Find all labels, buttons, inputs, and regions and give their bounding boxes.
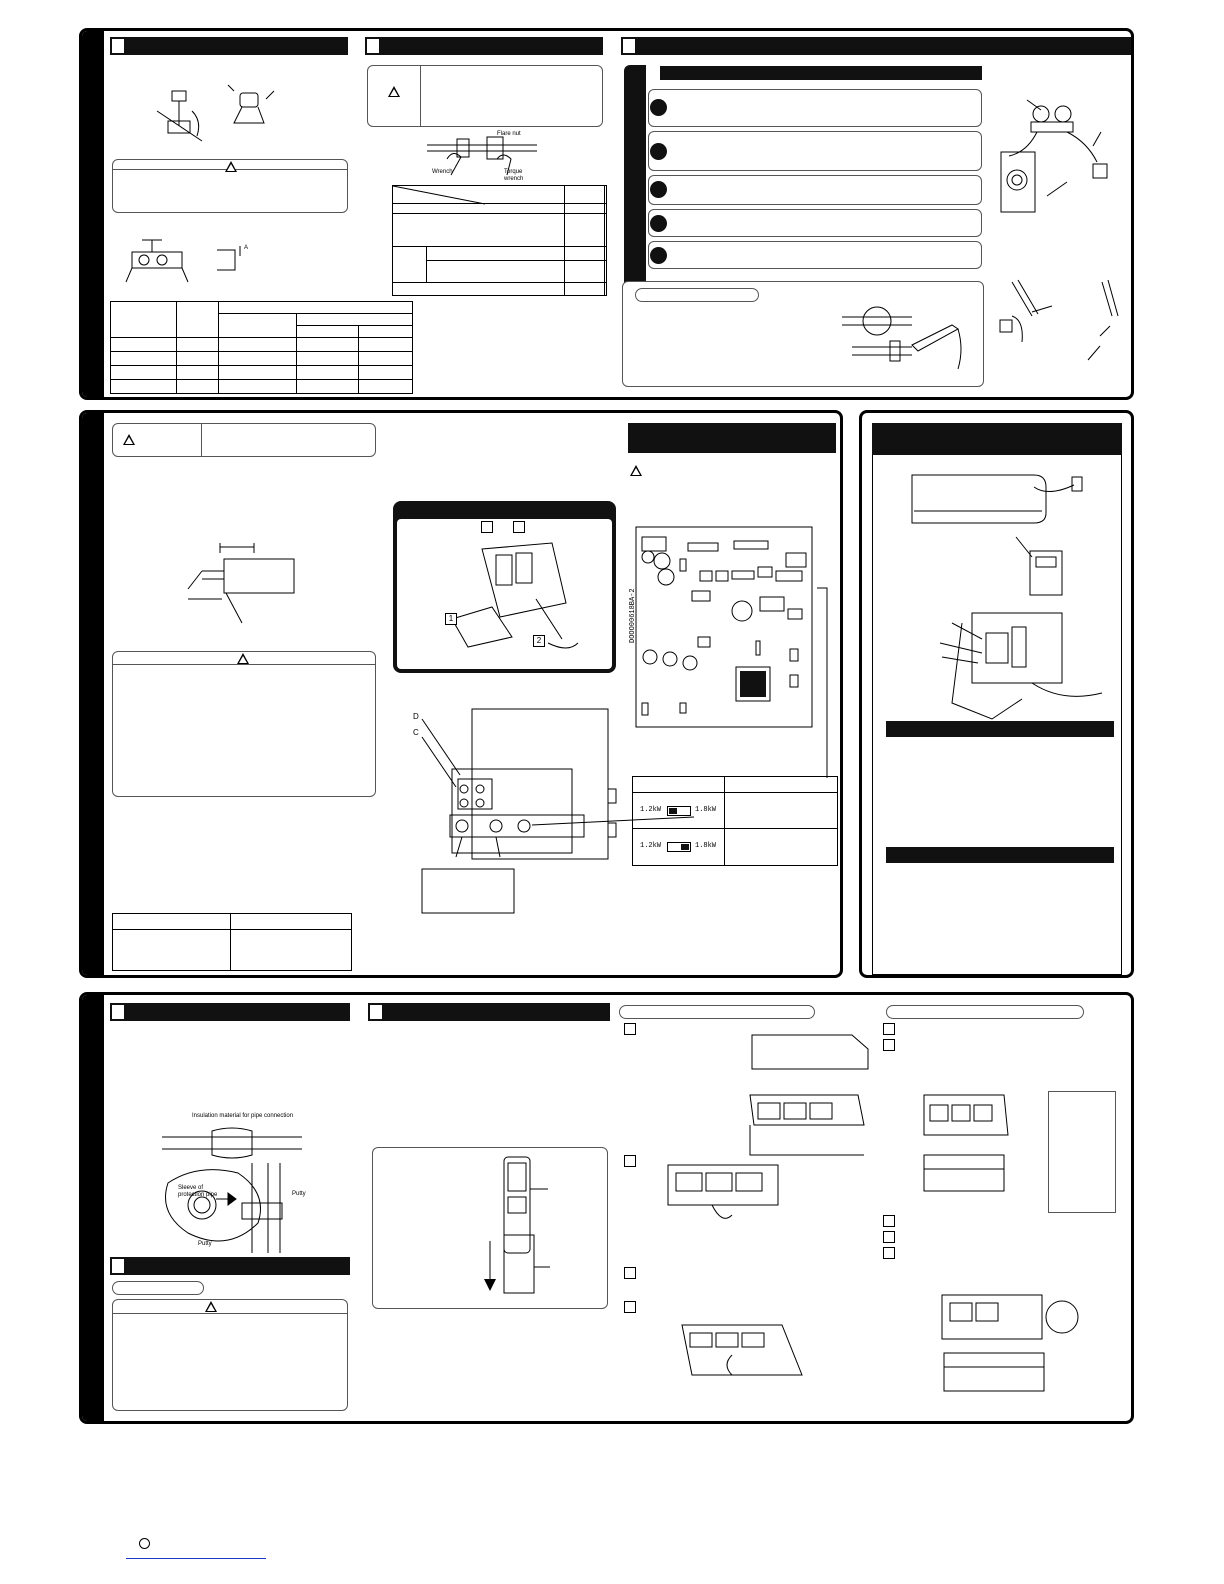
- filter-cleaning-pill: [619, 1005, 815, 1019]
- section-header-air-purge: [621, 37, 1131, 55]
- filter-step-3: [624, 1267, 636, 1279]
- section-header-connecting: [365, 37, 603, 55]
- electrical-wiring-panel: [79, 410, 843, 978]
- filter-step-2: [624, 1155, 636, 1167]
- purge-step-3: [648, 175, 982, 205]
- warning-icon: [225, 161, 237, 172]
- wire-c-label: C: [413, 728, 419, 737]
- warning-icon: [123, 434, 135, 445]
- purge-step-1: [648, 89, 982, 127]
- pcb-board-diagram: [636, 527, 812, 727]
- step-5-marker: [650, 247, 667, 264]
- flare-nut-label: Flare nut: [497, 131, 521, 137]
- air-filter-step-4: [883, 1231, 895, 1243]
- frame-step-2: 2: [533, 635, 545, 647]
- air-filter-step-2: [883, 1039, 895, 1051]
- frame-step-1: 1: [445, 613, 457, 625]
- torque-wrench-label: Torque wrench: [504, 169, 524, 182]
- valve-cap-illustration: [992, 276, 1127, 376]
- copyright-symbol: [139, 1538, 150, 1549]
- dip-switch-2: [667, 842, 691, 852]
- unit-subheader-1: [886, 721, 1114, 737]
- filter-step-4: [624, 1301, 636, 1313]
- purge-step-2: [648, 131, 982, 171]
- step-4-marker: [650, 215, 667, 232]
- wire-strip-illustration: [182, 543, 302, 633]
- warning-icon: [388, 86, 400, 97]
- air-filter-step-5: [883, 1247, 895, 1259]
- footer-link-underline[interactable]: [126, 1558, 266, 1559]
- air-filter-illustration: [918, 1085, 1018, 1215]
- warning-icon: [630, 465, 642, 476]
- unit-section-header: [872, 423, 1122, 455]
- dimension-a-label: A: [244, 245, 249, 251]
- section-header-remote: [368, 1003, 610, 1021]
- flaring-tool-illustration: [152, 81, 312, 161]
- manifold-gauge-illustration: [997, 96, 1122, 216]
- indoor-unit-open-illustration: [932, 603, 1122, 723]
- step-2-marker: [650, 143, 667, 160]
- dip-switch-1: [667, 806, 691, 816]
- test-run-pill: [112, 1281, 204, 1295]
- unit-subheader-2: [886, 847, 1114, 863]
- terminal-cover-illustration: [452, 539, 582, 659]
- sleeve-label: Sleeve of protection pipe: [178, 1185, 218, 1198]
- purge-step-4: [648, 209, 982, 237]
- wire-spec-table: [112, 913, 352, 971]
- putty-label-bottom: Putty: [198, 1241, 212, 1247]
- top-instruction-panel: [79, 28, 1134, 400]
- dip-row2-right: 1.8kW: [695, 842, 717, 850]
- air-filter-detail-box: [1048, 1091, 1116, 1213]
- front-panel-illustration: [742, 1025, 872, 1175]
- panel-spine: [82, 413, 104, 975]
- warning-icon: [205, 1301, 217, 1312]
- dip-row1-right: 1.8kW: [695, 806, 717, 814]
- pcb-code-label: DOOO00618BA-2: [629, 588, 637, 643]
- terminal-cover-frame: [393, 501, 616, 673]
- air-filter-step-3: [883, 1215, 895, 1227]
- air-filter-reinstall-illustration: [938, 1291, 1088, 1401]
- step-box-2: [513, 521, 525, 533]
- caution-box-test-run: [112, 1299, 348, 1411]
- unit-installation-panel: [859, 410, 1134, 978]
- step-3-marker: [650, 181, 667, 198]
- putty-label-right: Putty: [292, 1191, 306, 1197]
- step-1-marker: [650, 99, 667, 116]
- leak-check-title: [635, 288, 759, 302]
- section-header-insulation: [110, 1003, 350, 1021]
- filter-removal-illustration: [662, 1155, 792, 1235]
- torque-table: [392, 185, 607, 296]
- caution-box-connecting: [367, 65, 603, 127]
- filter-step-1: [624, 1023, 636, 1035]
- caution-box-flaring: [112, 159, 348, 213]
- wire-d-label: D: [413, 712, 419, 721]
- air-purge-subheader: [660, 66, 982, 80]
- air-purge-vertical-bar: [624, 65, 646, 289]
- panel-spine: [82, 31, 104, 397]
- leak-check-illustration: [842, 301, 967, 371]
- panel-spine: [82, 995, 104, 1421]
- section-header-test-run: [110, 1257, 350, 1275]
- indoor-unit-illustration: [908, 467, 1098, 577]
- warning-icon: [237, 653, 249, 664]
- flare-dimension-table: [110, 301, 413, 394]
- terminal-board-diagram: [412, 709, 662, 909]
- dip-row1-left: 1.2kW: [640, 806, 662, 814]
- dip-switch-leader: [817, 588, 837, 778]
- step-box-1: [481, 521, 493, 533]
- caution-box-wiring: [112, 423, 376, 457]
- wrench-label: Wrench: [432, 169, 453, 175]
- section-header-flaring: [110, 37, 348, 55]
- dip-switch-table: [632, 776, 838, 866]
- remote-control-illustration: [482, 1155, 582, 1295]
- air-filter-step-1: [883, 1023, 895, 1035]
- pcb-section-header: [628, 423, 836, 453]
- bottom-instruction-panel: [79, 992, 1134, 1424]
- caution-box-wiring-2: [112, 651, 376, 797]
- filter-reinstall-illustration: [662, 1315, 822, 1395]
- air-filter-pill: [886, 1005, 1084, 1019]
- dip-row2-left: 1.2kW: [640, 842, 662, 850]
- purge-step-5: [648, 241, 982, 269]
- insulation-label: Insulation material for pipe connection: [192, 1113, 294, 1119]
